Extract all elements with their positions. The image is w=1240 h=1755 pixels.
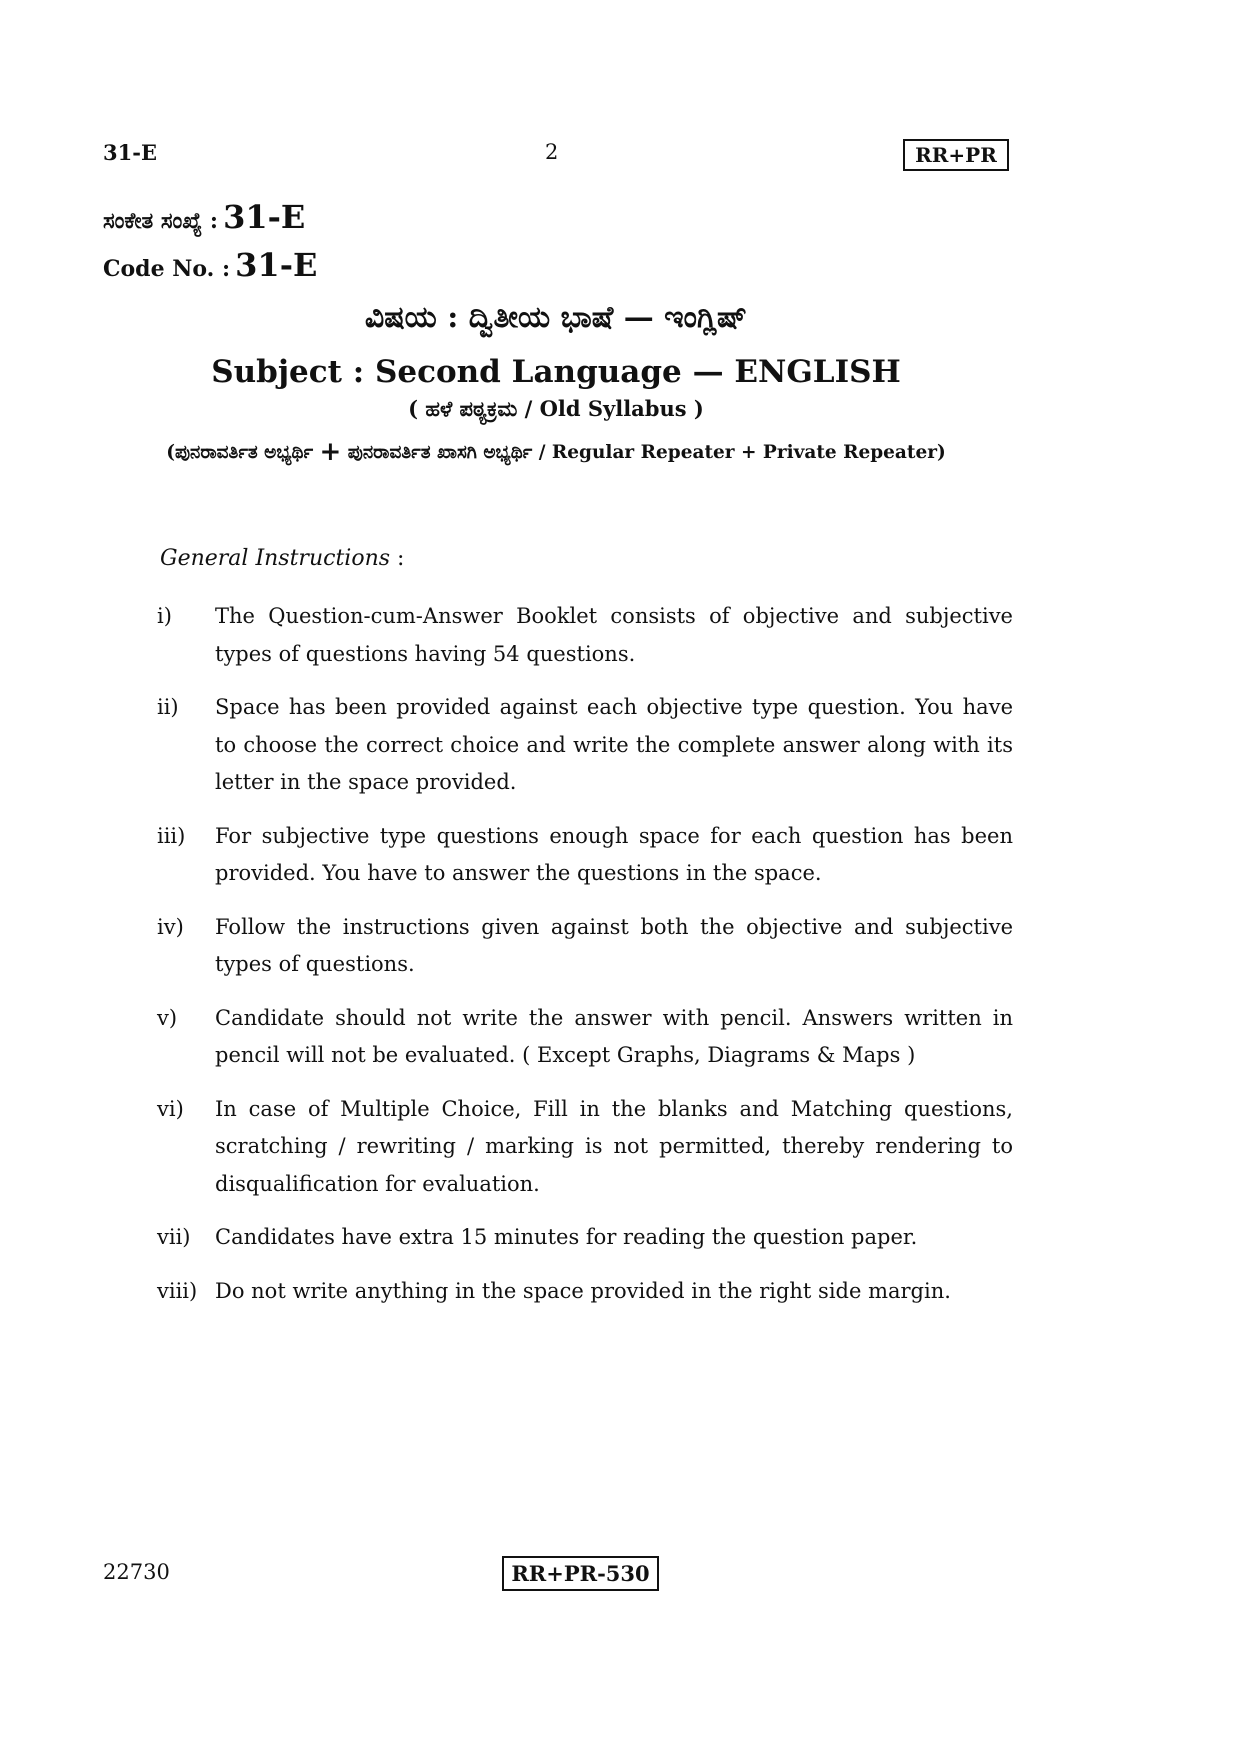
instruction-item xyxy=(157,1000,1013,1075)
subject-title-english: Subject : Second Language — ENGLISH xyxy=(211,354,901,390)
instruction-text: Space has been provided against each objective type question. You have to choose the correct choice and write the complete answer along with its letter in the space provided. xyxy=(215,695,1013,794)
code-number-kannada-value: 31-E xyxy=(223,198,306,236)
instruction-number: vii) xyxy=(157,1225,191,1249)
subject-title-kannada: ವಿಷಯ : ದ್ವಿತೀಯ ಭಾಷೆ — ಇಂಗ್ಲಿಷ್ xyxy=(364,300,748,335)
instruction-item xyxy=(157,818,1013,893)
code-number-kannada xyxy=(103,198,305,236)
general-instructions-title: General Instructions xyxy=(160,546,391,571)
footer-series-badge xyxy=(502,1556,659,1591)
code-number-english-value: 31-E xyxy=(235,246,318,284)
instruction-item xyxy=(157,1219,1013,1257)
instruction-text: Candidates have extra 15 minutes for reading the question paper. xyxy=(215,1225,918,1249)
code-number-english-label: Code No. : xyxy=(103,256,231,282)
instruction-item xyxy=(157,1273,1013,1311)
header-series-badge xyxy=(903,139,1009,171)
code-number-english xyxy=(103,246,317,284)
instruction-text: The Question-cum-Answer Booklet consists of objective and subjective types of questions having 54 questions. xyxy=(215,604,1013,666)
candidate-type-plus: + xyxy=(319,437,342,467)
instruction-item xyxy=(157,689,1013,802)
instruction-text: Candidate should not write the answer with pencil. Answers written in pencil will not be evaluated. ( Except Graphs, Diagrams & Maps ) xyxy=(215,1005,1013,1067)
instruction-text: In case of Multiple Choice, Fill in the blanks and Matching questions, scratching / rewriting / marking is not permitted, thereby rendering to disqualification for evaluation. xyxy=(215,1096,1013,1196)
general-instructions-heading xyxy=(160,546,404,571)
footer-series-badge-label: RR+PR-530 xyxy=(511,1561,650,1586)
instruction-number: ii) xyxy=(157,695,179,719)
candidate-type-line xyxy=(0,437,1112,467)
instruction-text: Follow the instructions given against both the objective and subjective types of questions. xyxy=(215,914,1013,976)
instruction-text: Do not write anything in the space provided in the right side margin. xyxy=(215,1278,951,1303)
instruction-number: iv) xyxy=(157,914,184,939)
instruction-text: For subjective type questions enough space for each question has been provided. You have to answer the questions in the space. xyxy=(215,823,1013,885)
instruction-item xyxy=(157,1091,1013,1204)
instruction-number: v) xyxy=(157,1005,178,1030)
candidate-type-part1: (ಪುನರಾವರ್ತಿತ ಅಭ್ಯರ್ಥಿ xyxy=(166,442,314,463)
general-instructions-colon: : xyxy=(397,546,405,571)
syllabus-line: ( ಹಳೆ ಪಠ್ಯಕ್ರಮ / Old Syllabus ) xyxy=(408,396,704,421)
footer-booklet-code: 22730 xyxy=(103,1560,170,1584)
page-number: 2 xyxy=(545,140,559,164)
instructions-list xyxy=(157,598,1013,1326)
instruction-item xyxy=(157,909,1013,984)
code-number-kannada-label: ಸಂಕೇತ ಸಂಖ್ಯೆ : xyxy=(103,208,219,234)
instruction-number: vi) xyxy=(157,1096,184,1121)
candidate-type-part2: ಪುನರಾವರ್ತಿತ ಖಾಸಗಿ ಅಭ್ಯರ್ಥಿ / Regular Repeater + Private Repeater) xyxy=(347,442,946,463)
header-paper-code: 31-E xyxy=(103,140,157,165)
header-series-badge-label: RR+PR xyxy=(915,143,997,167)
instruction-number: iii) xyxy=(157,823,186,848)
instruction-number: i) xyxy=(157,604,172,628)
instruction-item xyxy=(157,598,1013,673)
instruction-number: viii) xyxy=(157,1278,198,1303)
